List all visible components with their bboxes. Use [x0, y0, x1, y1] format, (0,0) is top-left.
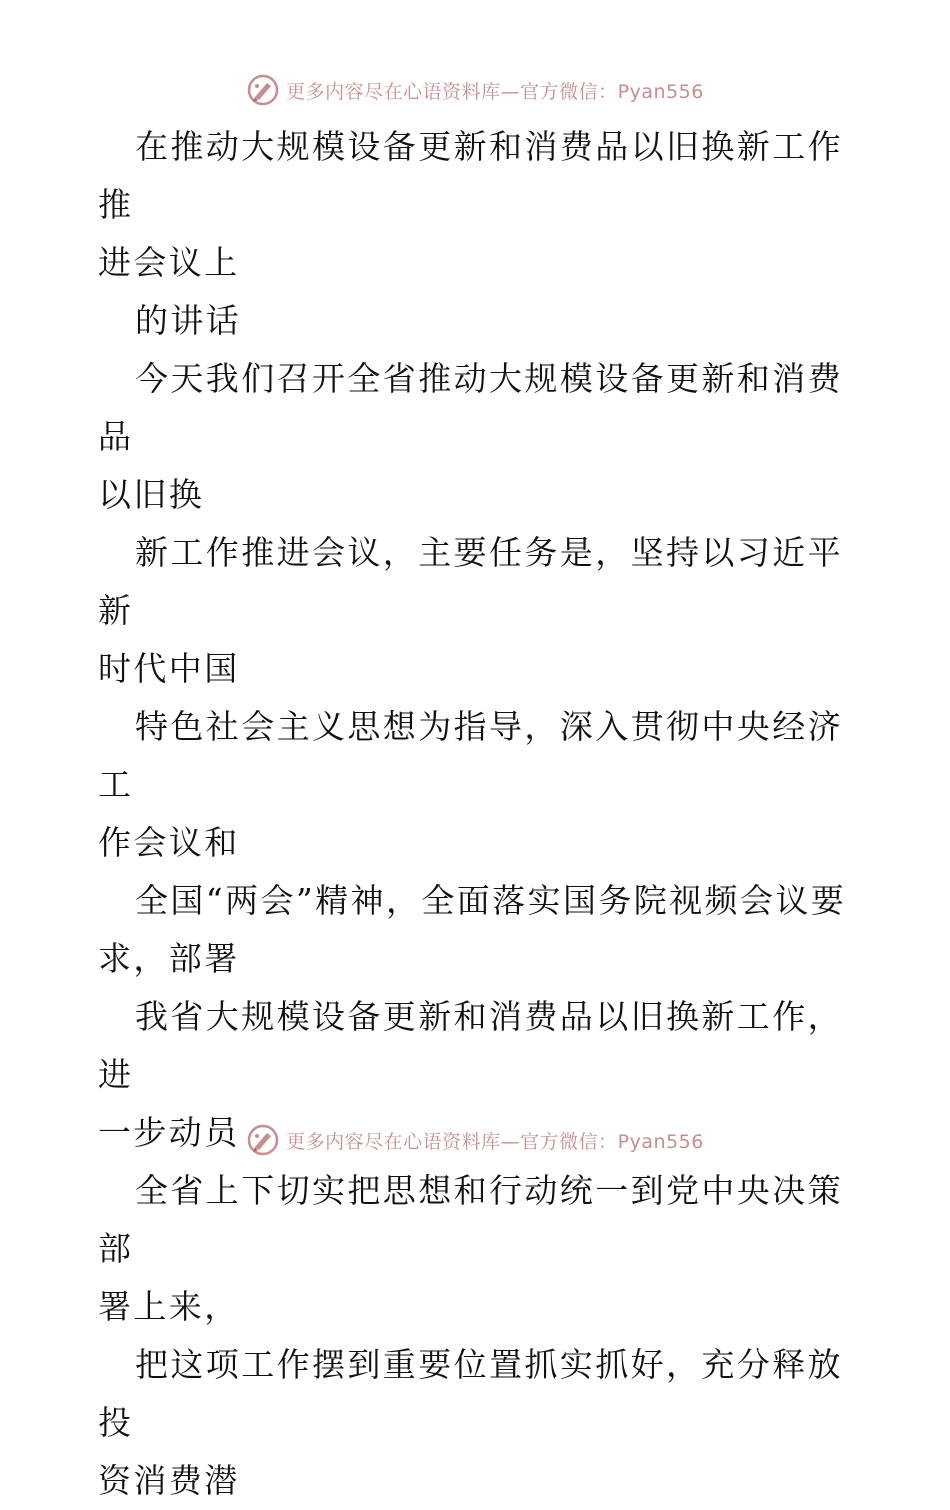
paragraph [98, 118, 858, 292]
watermark-text: 更多内容尽在心语资料库—官方微信：Pyan556 [286, 1130, 704, 1153]
paragraph-line: 进会议上 [98, 243, 240, 282]
paragraph-line: 一步动员 [98, 1113, 240, 1152]
paragraph-line: 在推动大规模设备更新和消费品以旧换新工作推 [98, 127, 843, 224]
paragraph [98, 524, 858, 698]
paragraph-line: 特色社会主义思想为指导，深入贯彻中央经济工 [98, 707, 843, 804]
paragraph [98, 350, 858, 524]
watermark-header [0, 70, 950, 110]
document-body [98, 118, 858, 1510]
paragraph-line: 作会议和 [98, 823, 240, 862]
paragraph-line: 署上来， [98, 1287, 240, 1326]
paragraph [98, 872, 858, 988]
paragraph-line: 的讲话 [135, 301, 242, 340]
paragraph-line: 以旧换 [98, 475, 205, 514]
paragraph-line: 今天我们召开全省推动大规模设备更新和消费品 [98, 359, 843, 456]
paragraph-line: 新工作推进会议，主要任务是，坚持以习近平新 [98, 533, 843, 630]
paragraph-line: 时代中国 [98, 649, 240, 688]
paragraph-line: 资消费潜 [98, 1461, 240, 1500]
paragraph [98, 292, 858, 350]
paragraph-line: 全国“两会”精神，全面落实国务院视频会议要 [135, 881, 847, 920]
paragraph-line: 把这项工作摆到重要位置抓实抓好，充分释放投 [98, 1345, 843, 1442]
paragraph [98, 698, 858, 872]
pen-logo-icon [246, 73, 280, 107]
pen-logo-icon [246, 1123, 280, 1157]
paragraph [98, 1162, 858, 1336]
paragraph-line: 求，部署 [98, 939, 240, 978]
watermark-footer [0, 1120, 950, 1160]
paragraph-line: 我省大规模设备更新和消费品以旧换新工作，进 [98, 997, 843, 1094]
watermark-text: 更多内容尽在心语资料库—官方微信：Pyan556 [286, 80, 704, 103]
paragraph-line: 全省上下切实把思想和行动统一到党中央决策部 [98, 1171, 843, 1268]
paragraph [98, 1336, 858, 1510]
